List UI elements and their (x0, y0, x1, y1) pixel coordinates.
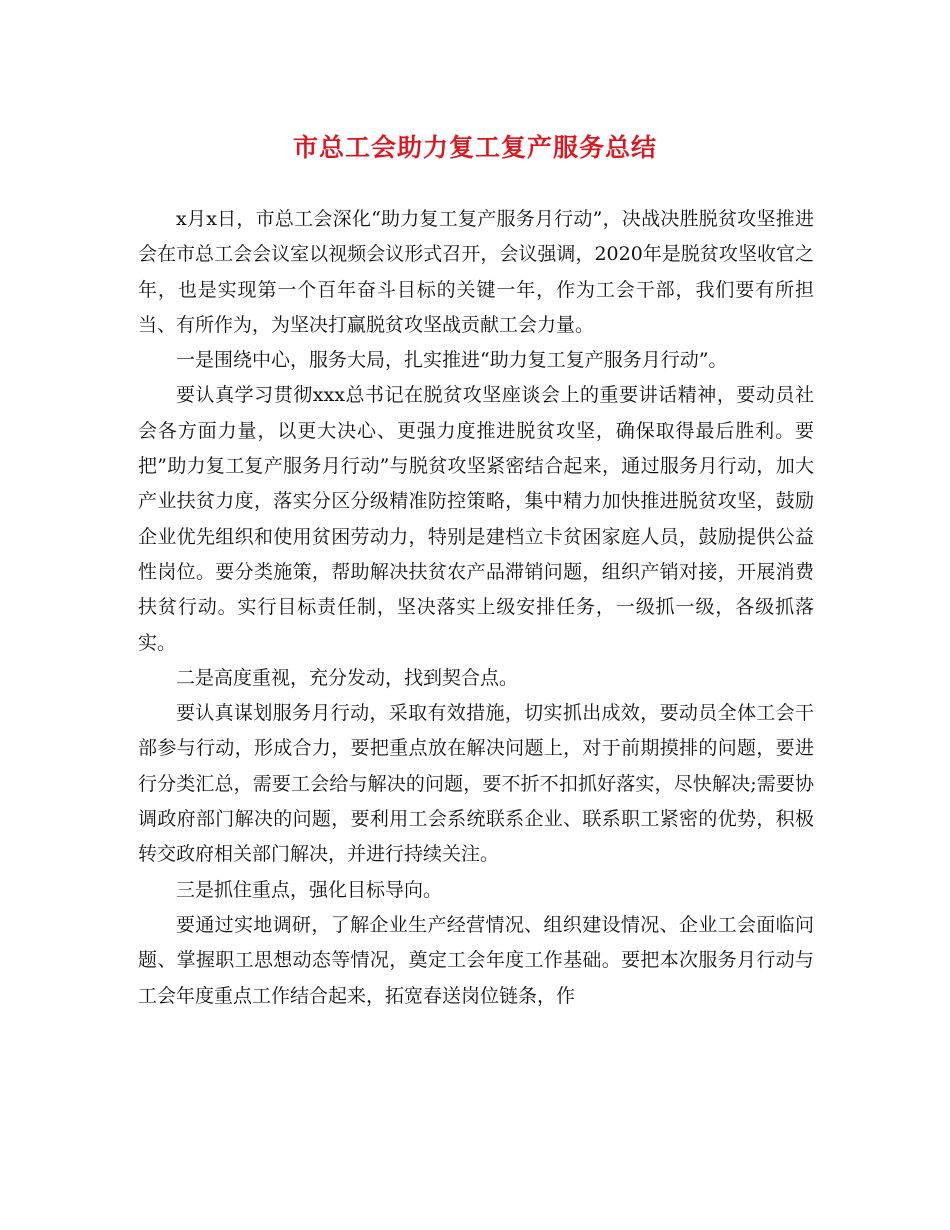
paragraph-body-1: 要认真学习贯彻xxx总书记在脱贫攻坚座谈会上的重要讲话精神，要动员社会各方面力量，以更大决心、更强力度推进脱贫攻坚，确保取得最后胜利。要把”助力复工复产服务月行动”与脱贫攻坚紧密结合起来，通过服务月行动，加大产业扶贫力度，落实分区分级精准防控策略，集中精力加快推进脱贫攻坚，鼓励企业优先组织和使用贫困劳动力，特别是建档立卡贫困家庭人员，鼓励提供公益性岗位。要分类施策，帮助解决扶贫农产品滞销问题，组织产销对接，开展消费扶贫行动。实行目标责任制，坚决落实上级安排任务，一级抓一级，各级抓落实。 (138, 384, 814, 654)
paragraph-intro: x月x日，市总工会深化“助力复工复产服务月行动”，决战决胜脱贫攻坚推进会在市总工会会议室以视频会议形式召开，会议强调，2020年是脱贫攻坚收官之年，也是实现第一个百年奋斗目标的关键一年，作为工会干部，我们要有所担当、有所作为，为坚决打赢脱贫攻坚战贡献工会力量。 (138, 208, 814, 336)
paragraph-heading-2: 二是高度重视，充分发动，找到契合点。 (176, 666, 519, 689)
paragraph-heading-3: 三是抓住重点，强化目标导向。 (176, 878, 443, 901)
paragraph-body-3: 要通过实地调研，了解企业生产经营情况、组织建设情况、企业工会面临问题、掌握职工思想动态等情况，奠定工会年度工作基础。要把本次服务月行动与工会年度重点工作结合起来，拓宽春送岗位链条，作 (138, 913, 814, 1007)
document-title: 市总工会助力复工复产服务总结 (292, 133, 657, 162)
document-body (138, 202, 814, 1014)
paragraph-heading-1: 一是围绕中心，服务大局，扎实推进“助力复工复产服务月行动”。 (176, 349, 728, 372)
paragraph-body-2: 要认真谋划服务月行动，采取有效措施，切实抓出成效，要动员全体工会干部参与行动，形成合力，要把重点放在解决问题上，对于前期摸排的问题，要进行分类汇总，需要工会给与解决的问题，要不折不扣抓好落实，尽快解决;需要协调政府部门解决的问题，要利用工会系统联系企业、联系职工紧密的优势，积极转交政府相关部门解决，并进行持续关注。 (138, 702, 814, 866)
